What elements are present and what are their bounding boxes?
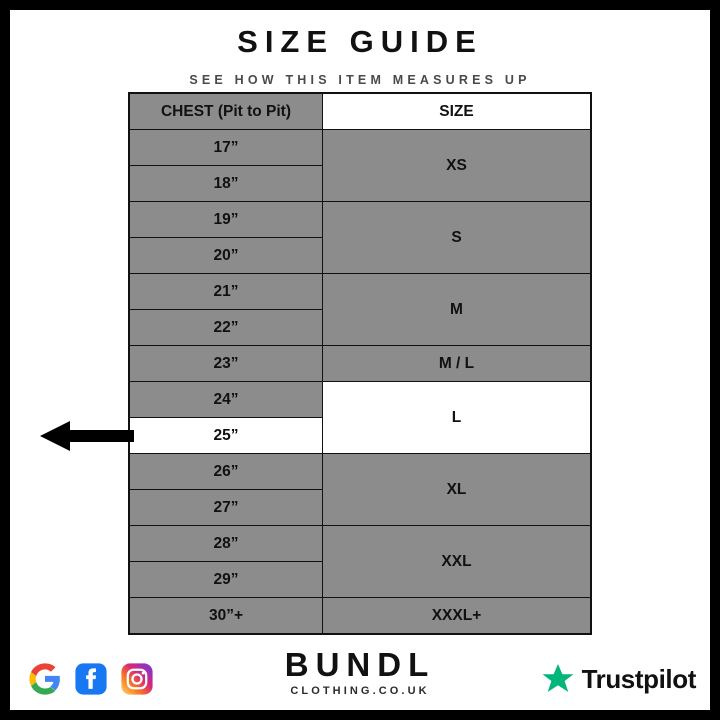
trustpilot-badge[interactable] (541, 662, 696, 696)
chest-cell: 18” (129, 166, 323, 202)
chest-cell: 26” (129, 454, 323, 490)
trustpilot-star-icon (541, 662, 575, 696)
chest-cell: 23” (129, 346, 323, 382)
column-header-chest: CHEST (Pit to Pit) (129, 93, 323, 130)
brand-name: BUNDL (284, 646, 436, 683)
chest-cell: 24” (129, 382, 323, 418)
table-row (129, 526, 591, 562)
table-row (129, 382, 591, 418)
size-cell: M (323, 274, 592, 346)
chest-cell: 17” (129, 130, 323, 166)
table-row (129, 274, 591, 310)
size-guide-card (10, 10, 710, 710)
chest-cell: 27” (129, 490, 323, 526)
page-subtitle: SEE HOW THIS ITEM MEASURES UP (189, 73, 531, 87)
table-row (129, 130, 591, 166)
table-header-row (129, 93, 591, 130)
size-cell: S (323, 202, 592, 274)
table-row (129, 346, 591, 382)
column-header-size: SIZE (323, 93, 592, 130)
size-cell: XXL (323, 526, 592, 598)
size-cell-selected: L (323, 382, 592, 454)
chest-cell: 20” (129, 238, 323, 274)
chest-cell: 19” (129, 202, 323, 238)
left-arrow-indicator-icon (40, 420, 134, 452)
chest-cell: 30”+ (129, 598, 323, 635)
chest-cell: 21” (129, 274, 323, 310)
size-table-container (128, 92, 592, 635)
table-row (129, 202, 591, 238)
chest-cell: 28” (129, 526, 323, 562)
page-title: SIZE GUIDE (237, 24, 483, 59)
size-cell: M / L (323, 346, 592, 382)
size-cell: XS (323, 130, 592, 202)
chest-cell: 29” (129, 562, 323, 598)
table-row (129, 598, 591, 635)
chest-cell-selected: 25” (129, 418, 323, 454)
brand-domain: CLOTHING.CO.UK (290, 684, 430, 697)
footer (10, 640, 710, 710)
trustpilot-label: Trustpilot (581, 663, 696, 694)
chest-cell: 22” (129, 310, 323, 346)
size-table (128, 92, 592, 635)
size-cell: XXXL+ (323, 598, 592, 635)
table-row (129, 454, 591, 490)
size-cell: XL (323, 454, 592, 526)
